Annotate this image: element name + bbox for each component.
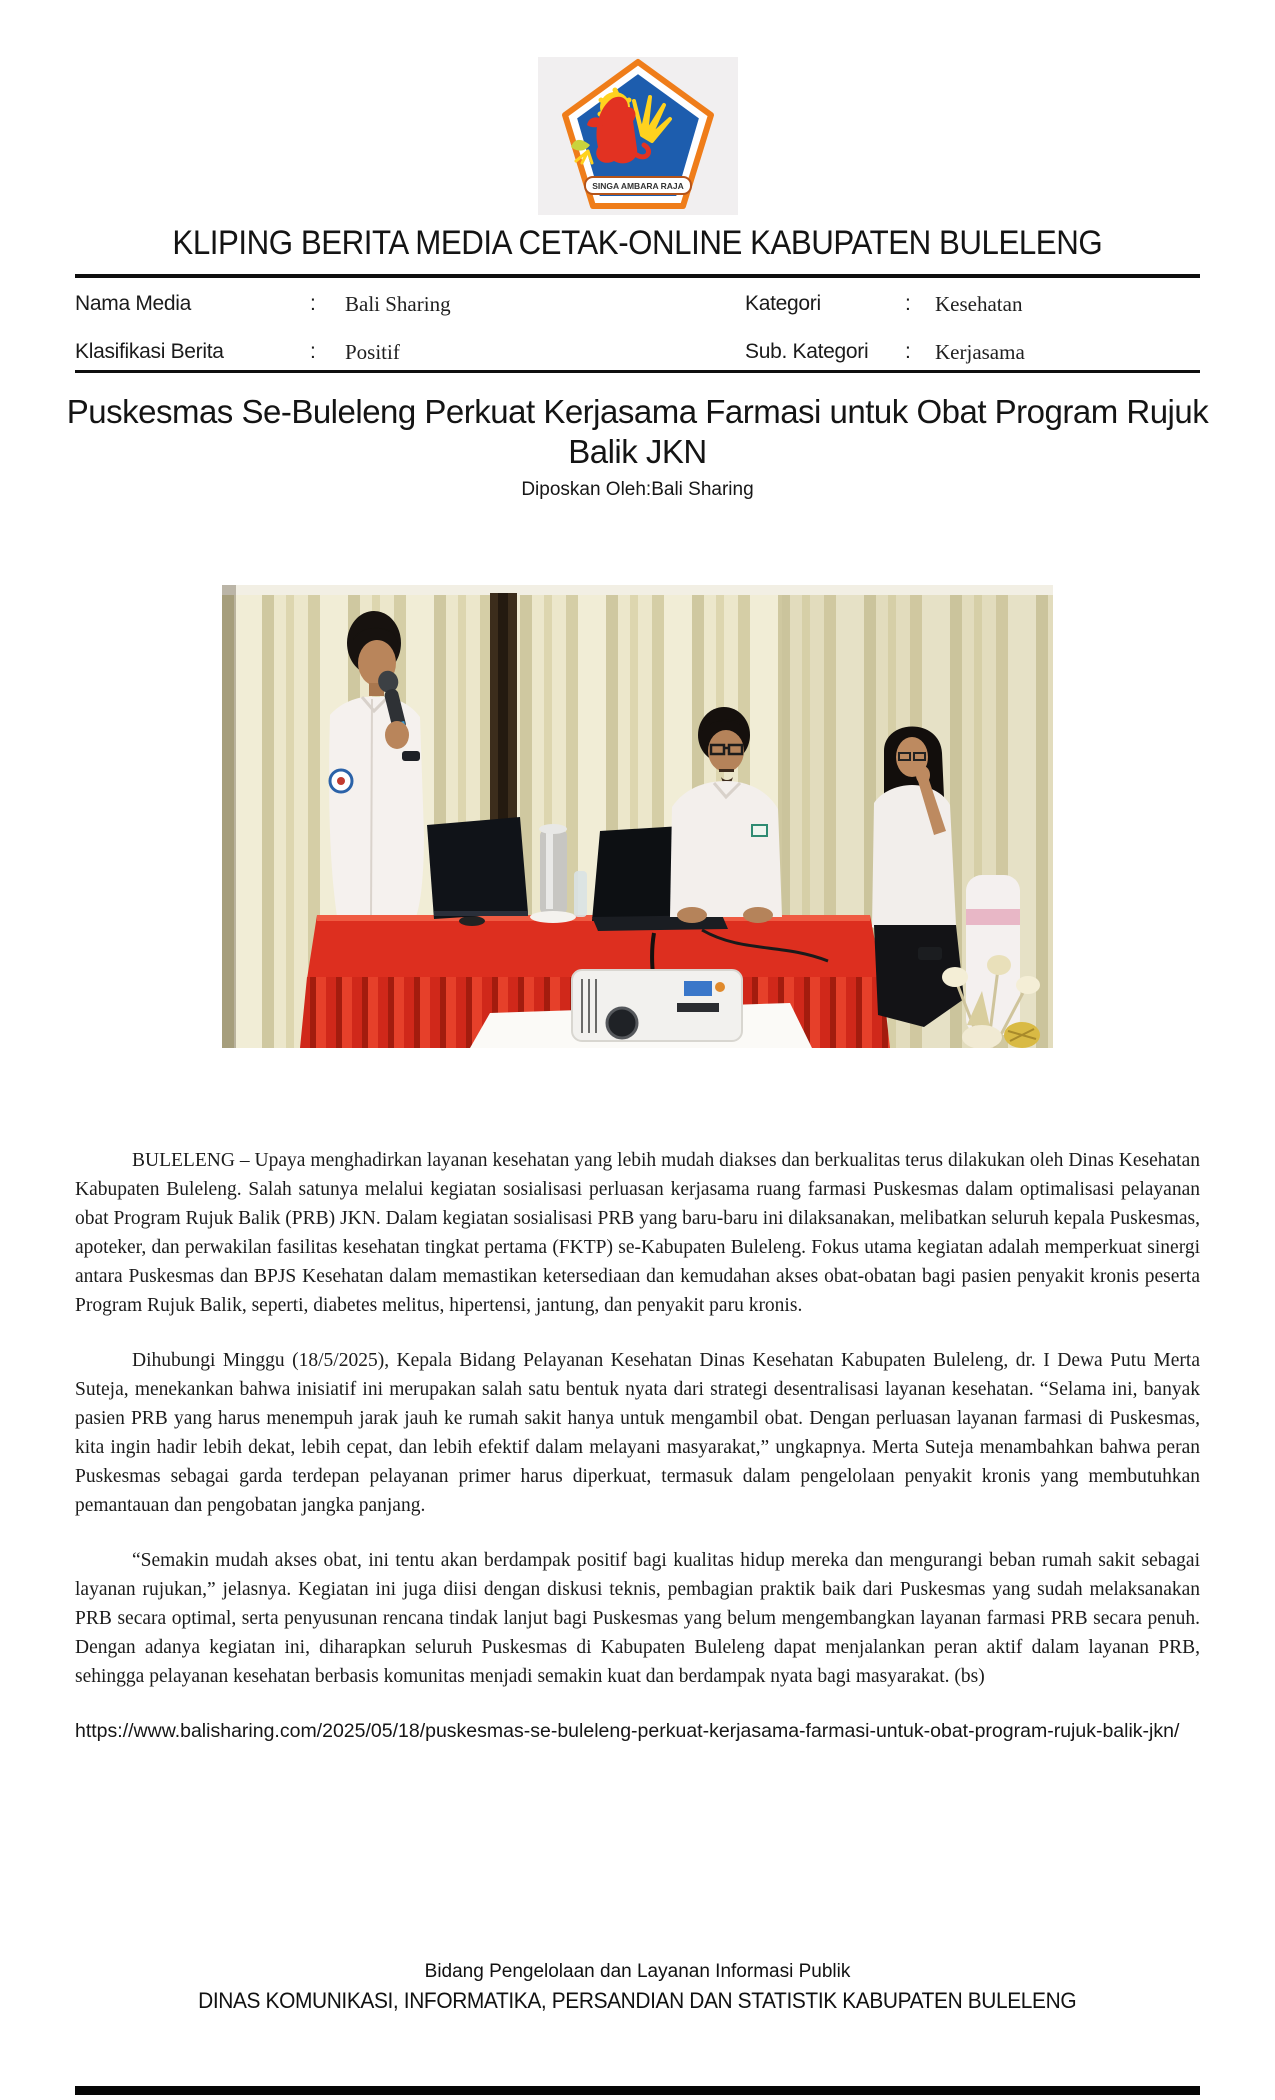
meta-label: Kategori [745, 292, 821, 315]
meta-label: Klasifikasi Berita [75, 340, 224, 363]
meta-value: Kesehatan [935, 292, 1023, 316]
metadata-table [75, 286, 1200, 382]
event-photo [222, 585, 1053, 1048]
meta-value: Bali Sharing [345, 292, 451, 316]
meta-row-klasifikasi [75, 334, 745, 382]
metadata-right-column [745, 286, 1200, 382]
meta-value: Positif [345, 340, 400, 364]
meta-colon: : [310, 292, 316, 315]
meta-row-kategori [745, 286, 1200, 334]
meta-colon: : [310, 340, 316, 363]
article-paragraph-2: Dihubungi Minggu (18/5/2025), Kepala Bidang Pelayanan Kesehatan Dinas Kesehatan Kabupaten Buleleng, dr. I Dewa Putu Merta Suteja, menekankan bahwa inisiatif ini merupakan salah satu bentuk nyata dari strategi desentralisasi layanan kesehatan. “Selama ini, banyak pasien PRB yang harus menempuh jarak jauh ke rumah sakit hanya untuk mengambil obat. Dengan perluasan layanan farmasi di Puskesmas, kita ingin hadir lebih dekat, lebih cepat, dan lebih efektif dalam melayani masyarakat,” ungkapnya. Merta Suteja menambahkan bahwa peran Puskesmas sebagai garda terdepan pelayanan primer harus diperkuat, termasuk dalam pengelolaan penyakit kronis yang membutuhkan pemantauan dan pengobatan jangka panjang. [75, 1350, 1200, 1516]
article-paragraph-3: “Semakin mudah akses obat, ini tentu akan berdampak positif bagi kualitas hidup mereka dan mengurangi beban rumah sakit sebagai layanan rujukan,” jelasnya. Kegiatan ini juga diisi dengan diskusi teknis, pembagian praktik baik dari Puskesmas yang sudah melaksanakan PRB secara optimal, serta penyusunan rencana tindak lanjut bagi Puskesmas yang belum mengembangkan layanan farmasi PRB secara penuh. Dengan adanya kegiatan ini, diharapkan seluruh Puskesmas di Kabupaten Buleleng dapat menjalankan peran aktif dalam layanan PRB, sehingga pelayanan kesehatan berbasis komunitas menjadi semakin kuat dan berdampak nyata bagi masyarakat. (bs) [75, 1550, 1200, 1687]
logo-banner-text: SINGA AMBARA RAJA [591, 181, 684, 191]
source-url-link[interactable]: https://www.balisharing.com/2025/05/18/puskesmas-se-buleleng-perkuat-kerjasama-farmasi-untuk-obat-program-rujuk-balik-jkn/ [75, 1720, 1180, 1742]
logo-banner-ribbon [585, 177, 691, 194]
article-paragraph-1: BULELENG – Upaya menghadirkan layanan kesehatan yang lebih mudah diakses dan berkualitas terus dilakukan oleh Dinas Kesehatan Kabupaten Buleleng. Salah satunya melalui kegiatan sosialisasi perluasan kerjasama ruang farmasi Puskesmas dalam optimalisasi pelayanan obat Program Rujuk Balik (PRB) JKN. Dalam kegiatan sosialisasi PRB yang baru-baru ini dilaksanakan, melibatkan seluruh kepala Puskesmas, apoteker, dan perwakilan fasilitas kesehatan tingkat pertama (FKTP) se-Kabupaten Buleleng. Fokus utama kegiatan adalah memperkuat sinergi antara Puskesmas dan BPJS Kesehatan dalam memastikan ketersediaan dan kemudahan akses obat-obatan bagi pasien penyakit kronis peserta Program Rujuk Balik, seperti, diabetes melitus, hipertensi, jantung, dan penyakit paru kronis. [75, 1150, 1200, 1316]
meta-row-nama-media [75, 286, 745, 334]
meta-row-sub-kategori [745, 334, 1200, 382]
meta-label: Sub. Kategori [745, 340, 869, 363]
metadata-left-column [75, 286, 745, 382]
article-byline: Diposkan Oleh:Bali Sharing [521, 479, 754, 500]
meta-label: Nama Media [75, 292, 192, 315]
divider-top [75, 274, 1200, 278]
meta-value: Kerjasama [935, 340, 1025, 364]
document-footer [0, 1961, 1275, 2014]
meta-colon: : [905, 340, 911, 363]
divider-meta [75, 370, 1200, 373]
article-headline: Puskesmas Se-Buleleng Perkuat Kerjasama Farmasi untuk Obat Program Rujuk Balik JKN [66, 393, 1209, 470]
footer-agency-line: DINAS KOMUNIKASI, INFORMATIKA, PERSANDIAN DAN STATISTIK KABUPATEN BULELENG [198, 1988, 1077, 2013]
buleleng-regency-logo [538, 57, 738, 215]
buleleng-crest-icon [538, 57, 738, 215]
footer-division-line: Bidang Pengelolaan dan Layanan Informasi Publik [424, 1961, 851, 1982]
event-photo-illustration [222, 585, 1053, 1048]
article-body [75, 1146, 1200, 1746]
meta-colon: : [905, 292, 911, 315]
divider-bottom [75, 2086, 1200, 2095]
document-title: KLIPING BERITA MEDIA CETAK-ONLINE KABUPATEN BULELENG [172, 224, 1103, 262]
laptop-left [427, 817, 528, 919]
